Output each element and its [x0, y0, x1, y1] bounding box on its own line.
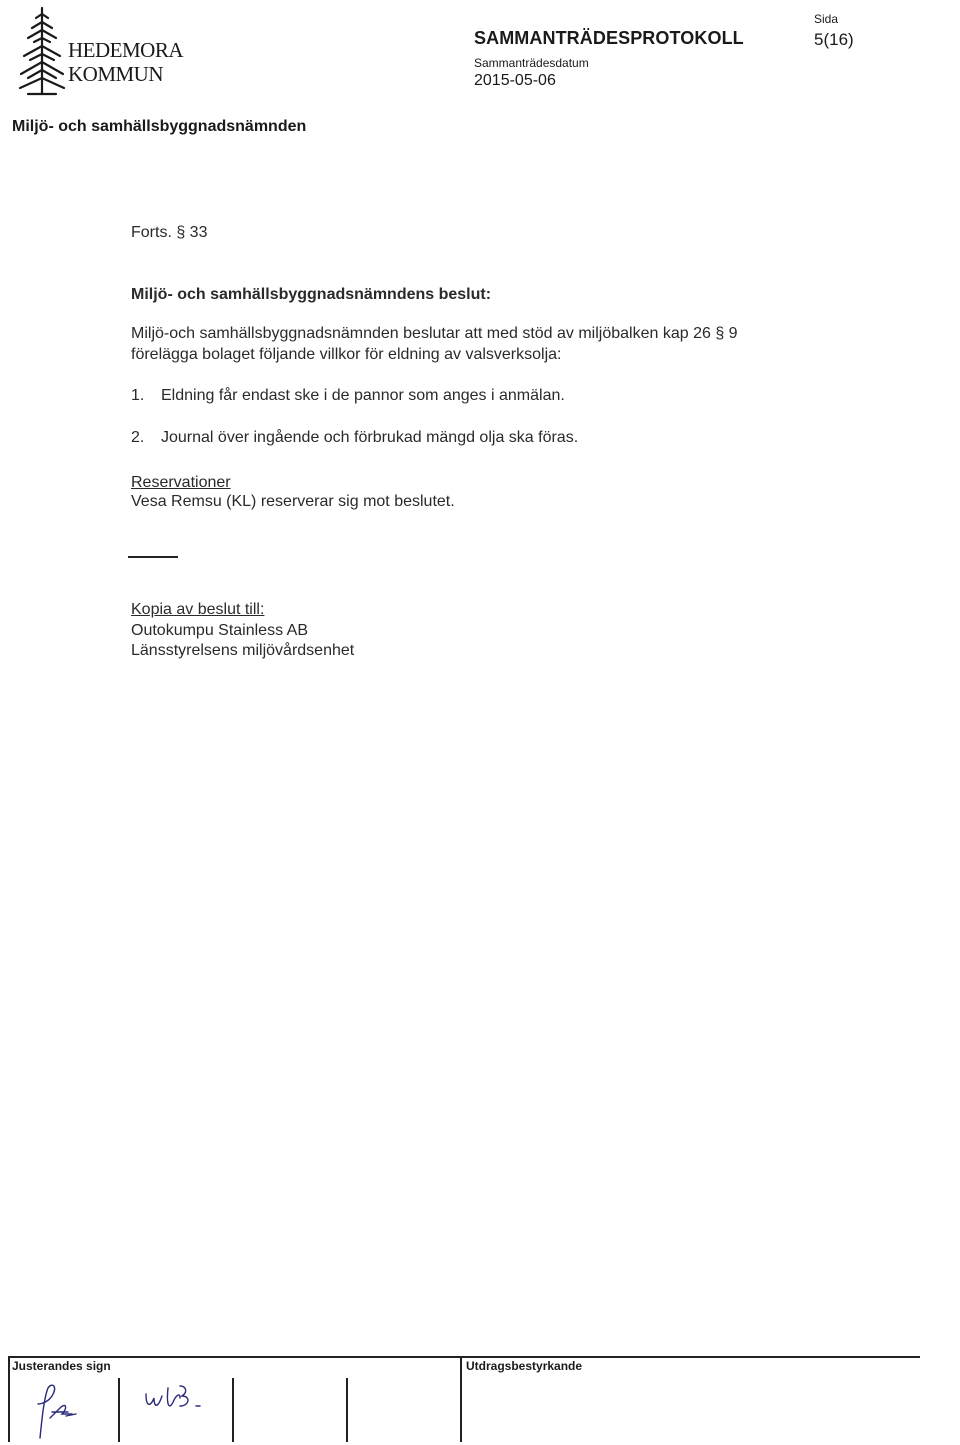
- signatures-label: Justerandes sign: [12, 1359, 111, 1373]
- footer-cell-border: [118, 1378, 120, 1442]
- meeting-date-label: Sammanträdesdatum: [474, 56, 589, 70]
- reservations-heading: Reservationer: [131, 474, 231, 491]
- page-label: Sida: [814, 12, 839, 26]
- decision-item: [131, 385, 565, 406]
- org-name: [68, 38, 183, 86]
- continuation-ref: Forts. § 33: [131, 224, 208, 241]
- extract-certification-label: Utdragsbestyrkande: [466, 1359, 583, 1373]
- footer-cell-border: [8, 1356, 10, 1442]
- page-number: 5(16): [814, 30, 854, 49]
- decision-item: [131, 427, 578, 448]
- decision-text: Miljö-och samhällsbyggnadsnämnden beslutar att med stöd av miljöbalken kap 26 § 9 förelägga bolaget följande villkor för eldning av valsverksolja:: [131, 325, 738, 363]
- footer-cell-border: [346, 1378, 348, 1442]
- copy-heading: Kopia av beslut till:: [131, 601, 265, 618]
- document-title: SAMMANTRÄDESPROTOKOLL: [474, 28, 744, 48]
- org-name-line2: KOMMUN: [68, 62, 164, 86]
- meeting-date-value: 2015-05-06: [474, 72, 556, 89]
- copy-recipient: Länsstyrelsens miljövårdsenhet: [131, 642, 355, 659]
- decision-heading: Miljö- och samhällsbyggnadsnämndens beslut:: [131, 286, 492, 303]
- copy-recipient: Outokumpu Stainless AB: [131, 622, 308, 639]
- footer-cell-border: [460, 1356, 462, 1442]
- footer-cell-border: [232, 1378, 234, 1442]
- committee-name: Miljö- och samhällsbyggnadsnämnden: [12, 118, 307, 135]
- reservations-text: Vesa Remsu (KL) reserverar sig mot beslutet.: [131, 493, 455, 510]
- signature-2: [136, 1378, 226, 1442]
- signature-1: [22, 1378, 112, 1442]
- section-divider: [128, 556, 178, 558]
- decision-item-number: 1.: [131, 387, 145, 404]
- decision-item-text: Journal över ingående och förbrukad mängd olja ska föras.: [161, 429, 579, 446]
- decision-item-text: Eldning får endast ske i de pannor som anges i anmälan.: [161, 387, 565, 404]
- footer-rule: [8, 1356, 920, 1358]
- org-name-line1: HEDEMORA: [68, 38, 183, 62]
- decision-item-number: 2.: [131, 429, 145, 446]
